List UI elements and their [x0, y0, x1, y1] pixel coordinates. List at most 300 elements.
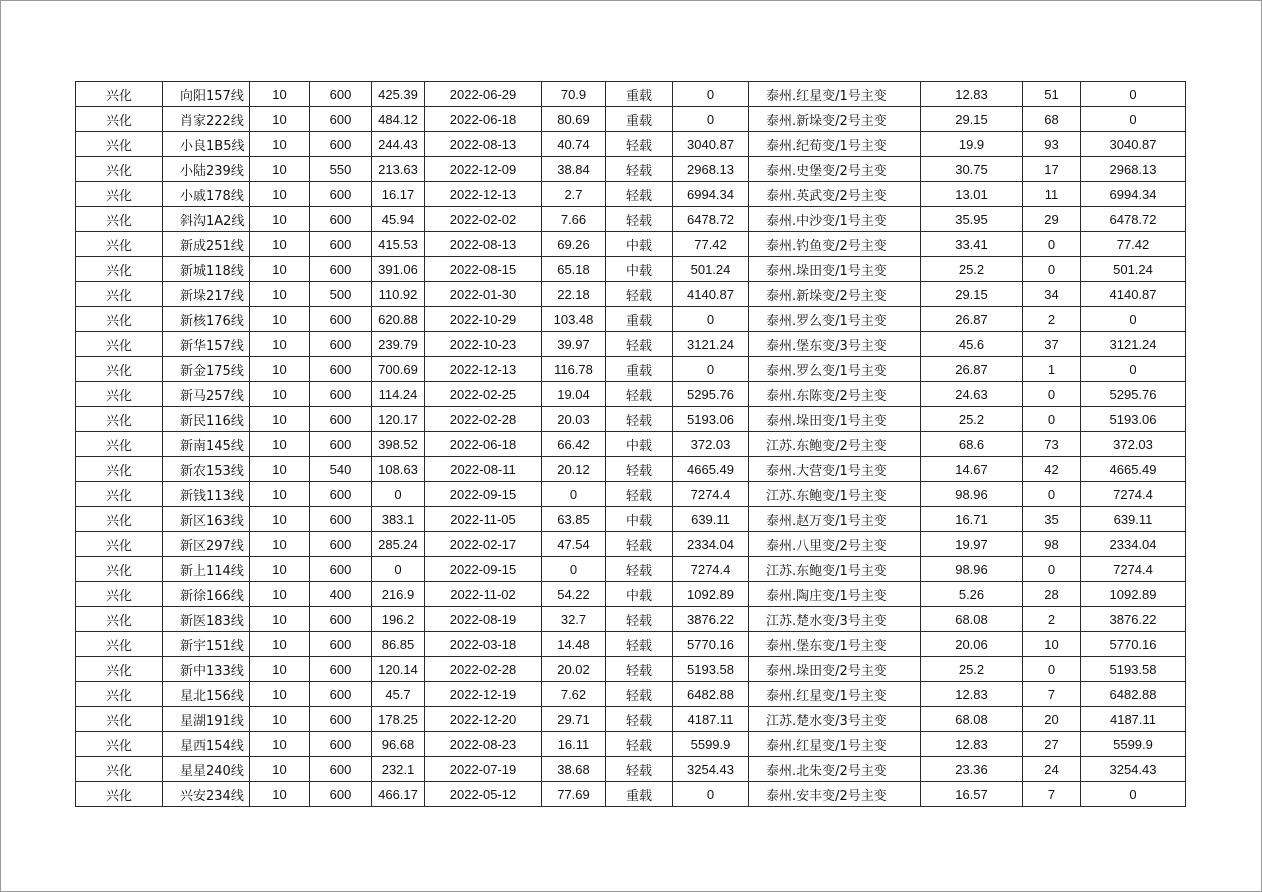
date-cell: 2022-01-30 [425, 282, 542, 307]
current-cell: 244.43 [372, 132, 425, 157]
count-cell: 42 [1023, 457, 1081, 482]
region-cell: 兴化 [76, 407, 163, 432]
available-capacity-cell: 0 [673, 82, 749, 107]
region-cell: 兴化 [76, 357, 163, 382]
capacity-cell: 501.24 [1081, 257, 1186, 282]
transformer-load-rate-cell: 68.08 [921, 707, 1023, 732]
region-cell: 兴化 [76, 432, 163, 457]
load-status-cell: 轻载 [606, 382, 673, 407]
available-capacity-cell: 3876.22 [673, 607, 749, 632]
region-cell: 兴化 [76, 682, 163, 707]
count-cell: 35 [1023, 507, 1081, 532]
current-cell: 383.1 [372, 507, 425, 532]
line-name-cell: 新金175线 [163, 357, 250, 382]
transformer-load-rate-cell: 45.6 [921, 332, 1023, 357]
transformer-load-rate-cell: 24.63 [921, 382, 1023, 407]
region-cell: 兴化 [76, 282, 163, 307]
count-cell: 73 [1023, 432, 1081, 457]
rated-current-cell: 600 [310, 707, 372, 732]
line-name-cell: 新区163线 [163, 507, 250, 532]
available-capacity-cell: 77.42 [673, 232, 749, 257]
current-cell: 216.9 [372, 582, 425, 607]
load-status-cell: 轻载 [606, 557, 673, 582]
current-cell: 620.88 [372, 307, 425, 332]
capacity-cell: 0 [1081, 107, 1186, 132]
rated-current-cell: 600 [310, 607, 372, 632]
transformer-load-rate-cell: 19.97 [921, 532, 1023, 557]
substation-cell: 泰州.垛田变/1号主变 [749, 257, 921, 282]
capacity-cell: 2334.04 [1081, 532, 1186, 557]
current-cell: 0 [372, 557, 425, 582]
region-cell: 兴化 [76, 157, 163, 182]
table-row [76, 582, 1186, 607]
table-row [76, 782, 1186, 807]
load-status-cell: 轻载 [606, 732, 673, 757]
line-name-cell: 斜沟1A2线 [163, 207, 250, 232]
table-row [76, 82, 1186, 107]
current-cell: 391.06 [372, 257, 425, 282]
rated-current-cell: 600 [310, 557, 372, 582]
load-status-cell: 轻载 [606, 282, 673, 307]
voltage-cell: 10 [250, 432, 310, 457]
line-name-cell: 新南145线 [163, 432, 250, 457]
table-row [76, 407, 1186, 432]
line-name-cell: 星湖191线 [163, 707, 250, 732]
date-cell: 2022-08-23 [425, 732, 542, 757]
load-status-cell: 轻载 [606, 682, 673, 707]
line-name-cell: 新医183线 [163, 607, 250, 632]
transformer-load-rate-cell: 25.2 [921, 657, 1023, 682]
load-status-cell: 中载 [606, 232, 673, 257]
capacity-cell: 2968.13 [1081, 157, 1186, 182]
rated-current-cell: 600 [310, 507, 372, 532]
rated-current-cell: 400 [310, 582, 372, 607]
count-cell: 51 [1023, 82, 1081, 107]
region-cell: 兴化 [76, 657, 163, 682]
load-rate-cell: 66.42 [542, 432, 606, 457]
line-name-cell: 星星240线 [163, 757, 250, 782]
line-name-cell: 新城118线 [163, 257, 250, 282]
rated-current-cell: 500 [310, 282, 372, 307]
load-rate-cell: 40.74 [542, 132, 606, 157]
count-cell: 0 [1023, 382, 1081, 407]
voltage-cell: 10 [250, 107, 310, 132]
count-cell: 2 [1023, 307, 1081, 332]
transformer-load-rate-cell: 26.87 [921, 357, 1023, 382]
capacity-cell: 4187.11 [1081, 707, 1186, 732]
voltage-cell: 10 [250, 257, 310, 282]
region-cell: 兴化 [76, 257, 163, 282]
table-row [76, 257, 1186, 282]
load-status-cell: 中载 [606, 582, 673, 607]
current-cell: 114.24 [372, 382, 425, 407]
count-cell: 29 [1023, 207, 1081, 232]
date-cell: 2022-08-13 [425, 132, 542, 157]
region-cell: 兴化 [76, 507, 163, 532]
available-capacity-cell: 6478.72 [673, 207, 749, 232]
available-capacity-cell: 7274.4 [673, 557, 749, 582]
date-cell: 2022-10-23 [425, 332, 542, 357]
load-status-cell: 中载 [606, 507, 673, 532]
load-status-cell: 轻载 [606, 532, 673, 557]
capacity-cell: 4140.87 [1081, 282, 1186, 307]
voltage-cell: 10 [250, 632, 310, 657]
table-row [76, 432, 1186, 457]
line-name-cell: 新成251线 [163, 232, 250, 257]
capacity-cell: 6482.88 [1081, 682, 1186, 707]
substation-cell: 泰州.英武变/2号主变 [749, 182, 921, 207]
count-cell: 0 [1023, 407, 1081, 432]
date-cell: 2022-06-18 [425, 107, 542, 132]
transformer-load-rate-cell: 25.2 [921, 407, 1023, 432]
rated-current-cell: 600 [310, 407, 372, 432]
substation-cell: 江苏.东鲍变/1号主变 [749, 482, 921, 507]
load-rate-cell: 54.22 [542, 582, 606, 607]
region-cell: 兴化 [76, 632, 163, 657]
available-capacity-cell: 2334.04 [673, 532, 749, 557]
table-row [76, 707, 1186, 732]
capacity-cell: 3040.87 [1081, 132, 1186, 157]
load-rate-cell: 20.03 [542, 407, 606, 432]
available-capacity-cell: 5193.06 [673, 407, 749, 432]
table-row [76, 607, 1186, 632]
current-cell: 484.12 [372, 107, 425, 132]
voltage-cell: 10 [250, 407, 310, 432]
capacity-cell: 0 [1081, 307, 1186, 332]
voltage-cell: 10 [250, 757, 310, 782]
line-name-cell: 新钱113线 [163, 482, 250, 507]
line-name-cell: 新民116线 [163, 407, 250, 432]
voltage-cell: 10 [250, 707, 310, 732]
current-cell: 120.17 [372, 407, 425, 432]
table-row [76, 132, 1186, 157]
rated-current-cell: 600 [310, 432, 372, 457]
count-cell: 24 [1023, 757, 1081, 782]
current-cell: 0 [372, 482, 425, 507]
transformer-load-rate-cell: 16.57 [921, 782, 1023, 807]
rated-current-cell: 600 [310, 307, 372, 332]
load-rate-cell: 77.69 [542, 782, 606, 807]
rated-current-cell: 600 [310, 657, 372, 682]
voltage-cell: 10 [250, 732, 310, 757]
date-cell: 2022-02-25 [425, 382, 542, 407]
load-status-cell: 轻载 [606, 157, 673, 182]
table-row [76, 382, 1186, 407]
transformer-load-rate-cell: 30.75 [921, 157, 1023, 182]
line-name-cell: 新上114线 [163, 557, 250, 582]
load-rate-cell: 38.68 [542, 757, 606, 782]
date-cell: 2022-12-09 [425, 157, 542, 182]
load-status-cell: 重载 [606, 107, 673, 132]
load-rate-cell: 20.12 [542, 457, 606, 482]
line-name-cell: 兴安234线 [163, 782, 250, 807]
rated-current-cell: 600 [310, 82, 372, 107]
available-capacity-cell: 1092.89 [673, 582, 749, 607]
rated-current-cell: 600 [310, 257, 372, 282]
line-name-cell: 小良1B5线 [163, 132, 250, 157]
voltage-cell: 10 [250, 657, 310, 682]
load-rate-cell: 0 [542, 557, 606, 582]
available-capacity-cell: 5193.58 [673, 657, 749, 682]
available-capacity-cell: 3040.87 [673, 132, 749, 157]
date-cell: 2022-10-29 [425, 307, 542, 332]
region-cell: 兴化 [76, 707, 163, 732]
table-row [76, 232, 1186, 257]
line-name-cell: 星西154线 [163, 732, 250, 757]
load-status-cell: 轻载 [606, 332, 673, 357]
voltage-cell: 10 [250, 457, 310, 482]
load-status-cell: 轻载 [606, 132, 673, 157]
load-status-cell: 轻载 [606, 482, 673, 507]
load-status-cell: 中载 [606, 432, 673, 457]
load-status-cell: 轻载 [606, 207, 673, 232]
rated-current-cell: 600 [310, 132, 372, 157]
voltage-cell: 10 [250, 307, 310, 332]
voltage-cell: 10 [250, 782, 310, 807]
count-cell: 0 [1023, 482, 1081, 507]
transformer-load-rate-cell: 25.2 [921, 257, 1023, 282]
voltage-cell: 10 [250, 682, 310, 707]
substation-cell: 泰州.中沙变/1号主变 [749, 207, 921, 232]
region-cell: 兴化 [76, 557, 163, 582]
region-cell: 兴化 [76, 232, 163, 257]
current-cell: 213.63 [372, 157, 425, 182]
transformer-load-rate-cell: 33.41 [921, 232, 1023, 257]
substation-cell: 泰州.新垛变/2号主变 [749, 282, 921, 307]
voltage-cell: 10 [250, 557, 310, 582]
rated-current-cell: 600 [310, 632, 372, 657]
transformer-load-rate-cell: 12.83 [921, 82, 1023, 107]
available-capacity-cell: 5599.9 [673, 732, 749, 757]
substation-cell: 泰州.红星变/1号主变 [749, 732, 921, 757]
rated-current-cell: 600 [310, 182, 372, 207]
substation-cell: 泰州.罗么变/1号主变 [749, 307, 921, 332]
substation-cell: 泰州.史堡变/2号主变 [749, 157, 921, 182]
transformer-load-rate-cell: 14.67 [921, 457, 1023, 482]
count-cell: 68 [1023, 107, 1081, 132]
load-rate-cell: 22.18 [542, 282, 606, 307]
load-status-cell: 轻载 [606, 407, 673, 432]
capacity-cell: 5599.9 [1081, 732, 1186, 757]
table-row [76, 557, 1186, 582]
available-capacity-cell: 0 [673, 107, 749, 132]
transformer-load-rate-cell: 35.95 [921, 207, 1023, 232]
table-row [76, 457, 1186, 482]
transformer-load-rate-cell: 29.15 [921, 107, 1023, 132]
table-row [76, 682, 1186, 707]
capacity-cell: 7274.4 [1081, 482, 1186, 507]
voltage-cell: 10 [250, 157, 310, 182]
count-cell: 17 [1023, 157, 1081, 182]
line-name-cell: 新农153线 [163, 457, 250, 482]
substation-cell: 泰州.罗么变/1号主变 [749, 357, 921, 382]
available-capacity-cell: 4187.11 [673, 707, 749, 732]
table-row [76, 332, 1186, 357]
count-cell: 0 [1023, 557, 1081, 582]
count-cell: 98 [1023, 532, 1081, 557]
table-row [76, 182, 1186, 207]
capacity-cell: 1092.89 [1081, 582, 1186, 607]
voltage-cell: 10 [250, 582, 310, 607]
region-cell: 兴化 [76, 82, 163, 107]
available-capacity-cell: 6482.88 [673, 682, 749, 707]
line-name-cell: 新区297线 [163, 532, 250, 557]
voltage-cell: 10 [250, 132, 310, 157]
rated-current-cell: 600 [310, 732, 372, 757]
load-status-cell: 重载 [606, 782, 673, 807]
rated-current-cell: 600 [310, 232, 372, 257]
transformer-load-rate-cell: 98.96 [921, 557, 1023, 582]
transformer-load-rate-cell: 68.08 [921, 607, 1023, 632]
date-cell: 2022-05-12 [425, 782, 542, 807]
transformer-load-rate-cell: 12.83 [921, 732, 1023, 757]
load-rate-cell: 2.7 [542, 182, 606, 207]
region-cell: 兴化 [76, 307, 163, 332]
count-cell: 1 [1023, 357, 1081, 382]
rated-current-cell: 600 [310, 382, 372, 407]
voltage-cell: 10 [250, 332, 310, 357]
available-capacity-cell: 0 [673, 357, 749, 382]
count-cell: 0 [1023, 232, 1081, 257]
load-rate-cell: 80.69 [542, 107, 606, 132]
line-name-cell: 小陆239线 [163, 157, 250, 182]
line-name-cell: 新徐166线 [163, 582, 250, 607]
capacity-cell: 0 [1081, 357, 1186, 382]
region-cell: 兴化 [76, 207, 163, 232]
load-rate-cell: 29.71 [542, 707, 606, 732]
substation-cell: 泰州.堡东变/1号主变 [749, 632, 921, 657]
voltage-cell: 10 [250, 357, 310, 382]
load-rate-cell: 39.97 [542, 332, 606, 357]
date-cell: 2022-12-20 [425, 707, 542, 732]
line-name-cell: 新宇151线 [163, 632, 250, 657]
current-cell: 120.14 [372, 657, 425, 682]
transformer-load-rate-cell: 68.6 [921, 432, 1023, 457]
current-cell: 16.17 [372, 182, 425, 207]
table-row [76, 657, 1186, 682]
substation-cell: 泰州.垛田变/2号主变 [749, 657, 921, 682]
voltage-cell: 10 [250, 207, 310, 232]
date-cell: 2022-12-19 [425, 682, 542, 707]
count-cell: 37 [1023, 332, 1081, 357]
rated-current-cell: 600 [310, 482, 372, 507]
voltage-cell: 10 [250, 82, 310, 107]
current-cell: 196.2 [372, 607, 425, 632]
capacity-cell: 372.03 [1081, 432, 1186, 457]
date-cell: 2022-06-29 [425, 82, 542, 107]
date-cell: 2022-08-15 [425, 257, 542, 282]
table-row [76, 532, 1186, 557]
table-row [76, 732, 1186, 757]
current-cell: 466.17 [372, 782, 425, 807]
rated-current-cell: 600 [310, 532, 372, 557]
load-rate-cell: 19.04 [542, 382, 606, 407]
load-rate-cell: 0 [542, 482, 606, 507]
load-status-cell: 轻载 [606, 457, 673, 482]
rated-current-cell: 600 [310, 682, 372, 707]
rated-current-cell: 600 [310, 782, 372, 807]
table-row [76, 357, 1186, 382]
count-cell: 0 [1023, 257, 1081, 282]
available-capacity-cell: 2968.13 [673, 157, 749, 182]
load-rate-cell: 14.48 [542, 632, 606, 657]
substation-cell: 江苏.楚水变/3号主变 [749, 707, 921, 732]
transformer-load-rate-cell: 29.15 [921, 282, 1023, 307]
line-name-cell: 小戚178线 [163, 182, 250, 207]
substation-cell: 泰州.堡东变/3号主变 [749, 332, 921, 357]
current-cell: 45.94 [372, 207, 425, 232]
region-cell: 兴化 [76, 482, 163, 507]
region-cell: 兴化 [76, 782, 163, 807]
table-row [76, 157, 1186, 182]
capacity-cell: 5193.58 [1081, 657, 1186, 682]
available-capacity-cell: 5770.16 [673, 632, 749, 657]
transformer-load-rate-cell: 13.01 [921, 182, 1023, 207]
line-name-cell: 新华157线 [163, 332, 250, 357]
table-row [76, 632, 1186, 657]
current-cell: 96.68 [372, 732, 425, 757]
substation-cell: 泰州.红星变/1号主变 [749, 82, 921, 107]
count-cell: 2 [1023, 607, 1081, 632]
region-cell: 兴化 [76, 457, 163, 482]
load-rate-cell: 47.54 [542, 532, 606, 557]
line-name-cell: 新垛217线 [163, 282, 250, 307]
capacity-cell: 77.42 [1081, 232, 1186, 257]
voltage-cell: 10 [250, 232, 310, 257]
current-cell: 398.52 [372, 432, 425, 457]
transformer-load-rate-cell: 12.83 [921, 682, 1023, 707]
capacity-cell: 5193.06 [1081, 407, 1186, 432]
load-status-cell: 重载 [606, 357, 673, 382]
date-cell: 2022-02-28 [425, 407, 542, 432]
line-name-cell: 星北156线 [163, 682, 250, 707]
date-cell: 2022-02-17 [425, 532, 542, 557]
substation-cell: 泰州.大营变/1号主变 [749, 457, 921, 482]
capacity-cell: 0 [1081, 82, 1186, 107]
count-cell: 11 [1023, 182, 1081, 207]
substation-cell: 泰州.陶庄变/1号主变 [749, 582, 921, 607]
current-cell: 86.85 [372, 632, 425, 657]
rated-current-cell: 600 [310, 107, 372, 132]
voltage-cell: 10 [250, 282, 310, 307]
current-cell: 110.92 [372, 282, 425, 307]
available-capacity-cell: 639.11 [673, 507, 749, 532]
table-row [76, 507, 1186, 532]
load-rate-cell: 103.48 [542, 307, 606, 332]
current-cell: 232.1 [372, 757, 425, 782]
available-capacity-cell: 3121.24 [673, 332, 749, 357]
available-capacity-cell: 4665.49 [673, 457, 749, 482]
voltage-cell: 10 [250, 382, 310, 407]
rated-current-cell: 550 [310, 157, 372, 182]
current-cell: 178.25 [372, 707, 425, 732]
load-status-cell: 轻载 [606, 707, 673, 732]
rated-current-cell: 600 [310, 332, 372, 357]
region-cell: 兴化 [76, 757, 163, 782]
load-rate-cell: 38.84 [542, 157, 606, 182]
line-name-cell: 新马257线 [163, 382, 250, 407]
line-name-cell: 肖家222线 [163, 107, 250, 132]
available-capacity-cell: 501.24 [673, 257, 749, 282]
load-status-cell: 重载 [606, 307, 673, 332]
rated-current-cell: 540 [310, 457, 372, 482]
line-name-cell: 新中133线 [163, 657, 250, 682]
region-cell: 兴化 [76, 607, 163, 632]
substation-cell: 泰州.北朱变/2号主变 [749, 757, 921, 782]
current-cell: 239.79 [372, 332, 425, 357]
substation-cell: 泰州.新垛变/2号主变 [749, 107, 921, 132]
capacity-cell: 5770.16 [1081, 632, 1186, 657]
